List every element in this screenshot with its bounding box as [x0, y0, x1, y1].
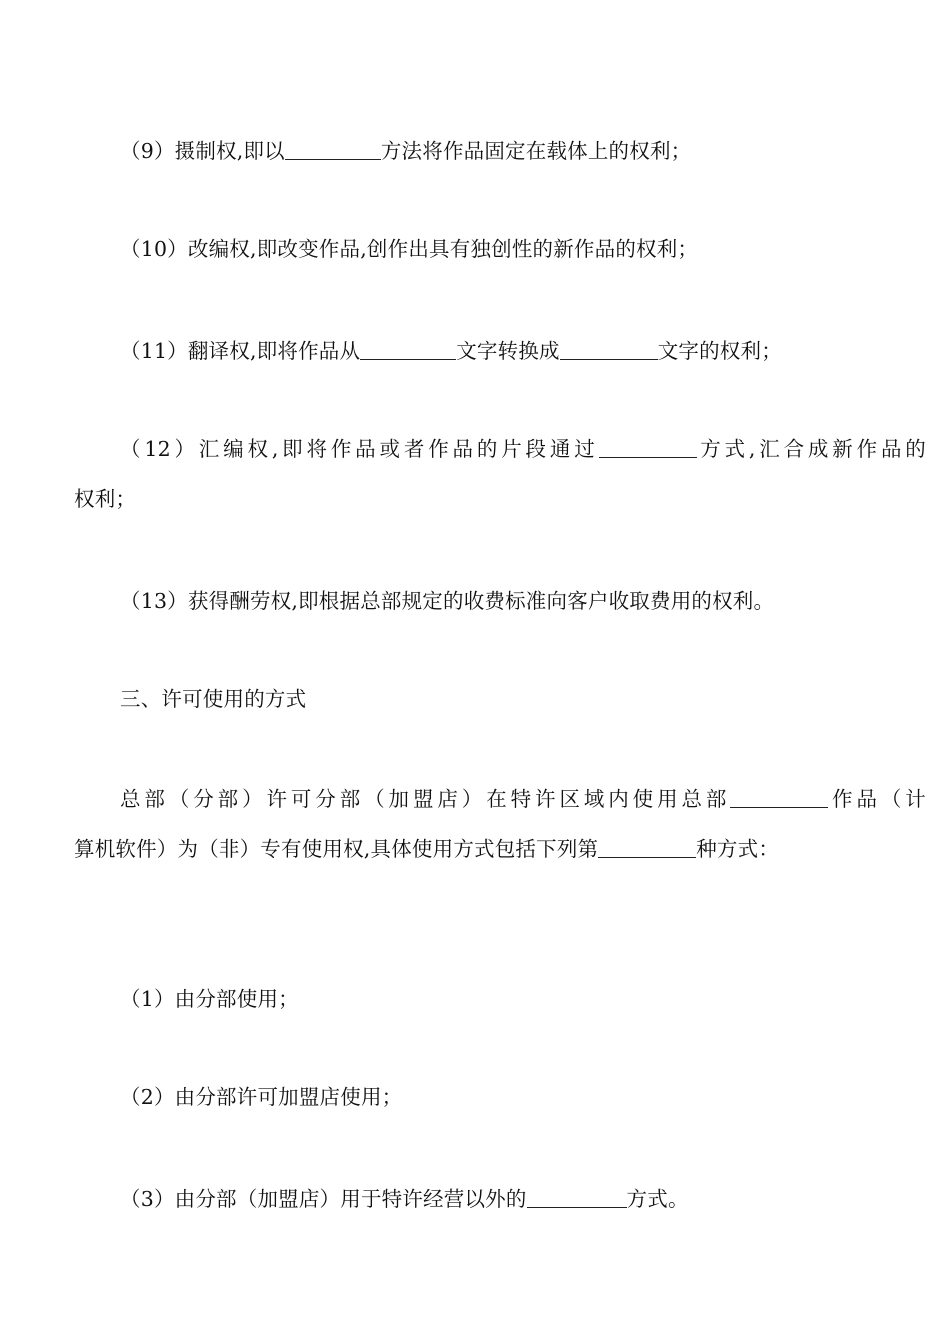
- clause-10-text: （10）改编权,即改变作品,创作出具有独创性的新作品的权利；: [120, 237, 699, 261]
- fill-blank: [730, 786, 828, 809]
- section-paragraph-text-b: 作品（计: [828, 787, 926, 811]
- fill-blank: [527, 1186, 627, 1209]
- clause-11-text-c: 文字的权利；: [657, 339, 782, 363]
- section-paragraph-text-d: 种方式：: [696, 837, 780, 861]
- clause-11-text-b: 文字转换成: [456, 339, 560, 363]
- clause-12-text-a: （12）汇编权,即将作品或者作品的片段通过: [120, 437, 599, 461]
- section-paragraph-text-a: 总部（分部）许可分部（加盟店）在特许区域内使用总部: [120, 787, 731, 811]
- option-3-text-a: （3）由分部（加盟店）用于特许经营以外的: [120, 1187, 527, 1211]
- clause-9-text-a: （9）摄制权,即以: [120, 139, 285, 163]
- clause-13-text: （13）获得酬劳权,即根据总部规定的收费标准向客户收取费用的权利。: [120, 589, 775, 613]
- option-1: [74, 976, 926, 1022]
- section-paragraph-text-c: 算机软件）为（非）专有使用权,具体使用方式包括下列第: [74, 837, 599, 861]
- section-heading-text: 三、许可使用的方式: [120, 687, 307, 711]
- fill-blank: [285, 138, 381, 161]
- clause-11-text-a: （11）翻译权,即将作品从: [120, 339, 361, 363]
- clause-12-text-c: 权利；: [74, 487, 137, 511]
- clause-9: [74, 128, 926, 174]
- clause-11: [74, 328, 926, 374]
- fill-blank: [599, 436, 697, 459]
- section-heading: [74, 676, 926, 722]
- option-3: [74, 1176, 926, 1222]
- fill-blank: [598, 836, 696, 859]
- section-paragraph-line-2: [74, 826, 880, 872]
- option-2: [74, 1074, 926, 1120]
- section-paragraph-line-1: [74, 776, 926, 822]
- clause-13: [74, 578, 926, 624]
- clause-12-line-1: [74, 426, 926, 472]
- clause-9-text-b: 方法将作品固定在载体上的权利；: [380, 139, 692, 163]
- clause-10: [74, 226, 926, 272]
- clause-12-text-b: 方式,汇合成新作品的: [696, 437, 926, 461]
- option-2-text: （2）由分部许可加盟店使用；: [120, 1085, 403, 1109]
- option-1-text: （1）由分部使用；: [120, 987, 299, 1011]
- option-3-text-b: 方式。: [626, 1187, 689, 1211]
- fill-blank: [560, 338, 658, 361]
- fill-blank: [360, 338, 456, 361]
- clause-12-line-2: [74, 476, 880, 522]
